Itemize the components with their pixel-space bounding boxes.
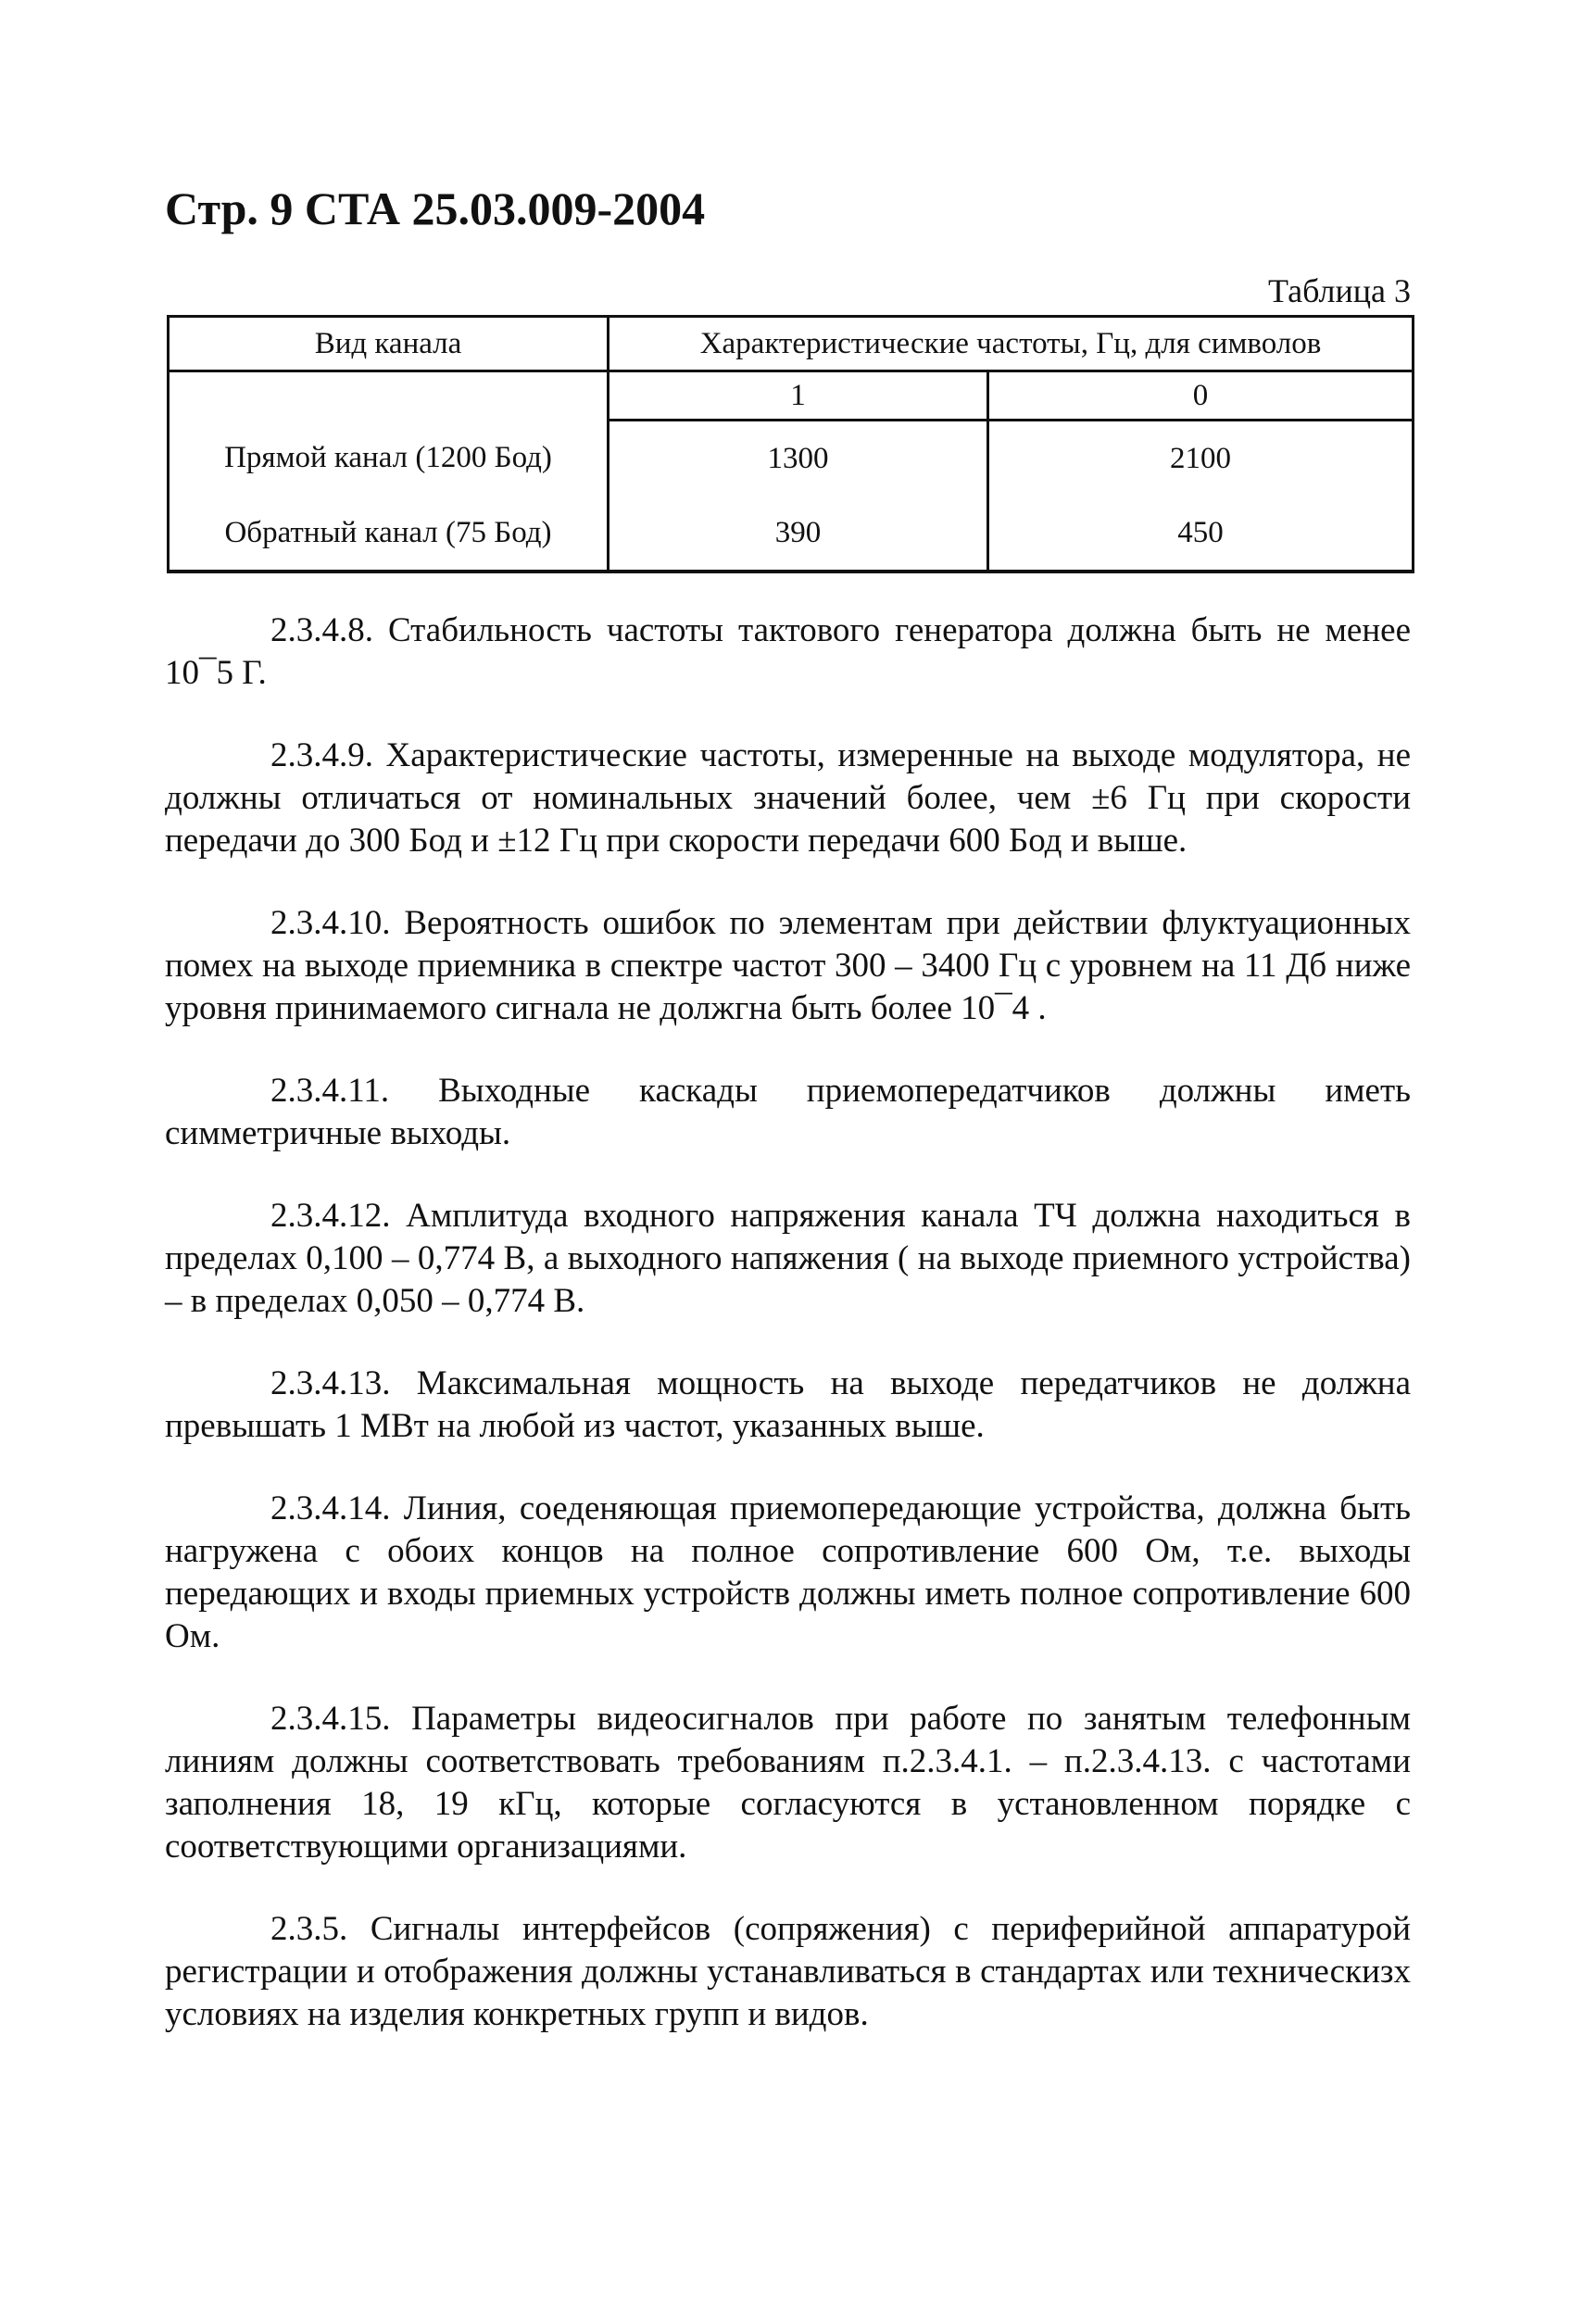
paragraph-2-3-4-8: 2.3.4.8. Стабильность частоты тактового генератора должна быть не менее 10¯5 Г. [165, 611, 1411, 692]
page-header: Стр. 9 СТА 25.03.009-2004 [165, 182, 706, 234]
table-header-channel-type: Вид канала [169, 317, 609, 371]
table-row [169, 496, 1414, 572]
table-caption: Таблица 3 [1268, 272, 1411, 309]
table-cell-freq-1: 1300 [609, 421, 988, 496]
paragraph-2-3-4-9: 2.3.4.9. Характеристические частоты, измеренные на выходе модулятора, не должны отличаться от номинальных значений более, чем ±6 Гц при скорости передачи до 300 Бод и ±12 Гц при скорости передачи 600 Бод и выше. [165, 736, 1411, 860]
table-cell-channel: Обратный канал (75 Бод) [169, 496, 609, 572]
table-header-symbol-1: 1 [609, 371, 988, 421]
paragraph-2-3-4-14: 2.3.4.14. Линия, соеденяющая приемопередающие устройства, должна быть нагружена с обоих концов на полное сопротивление 600 Ом, т.е. выходы передающих и входы приемных устройств должны иметь полное сопротивление 600 Ом. [165, 1489, 1411, 1655]
paragraph-2-3-4-11: 2.3.4.11. Выходные каскады приемопередатчиков должны иметь симметричные выходы. [165, 1072, 1411, 1152]
paragraph-2-3-5: 2.3.5. Сигналы интерфейсов (сопряжения) с периферийной аппаратурой регистрации и отображения должны устанавливаться в стандартах или техническизх условиях на изделия конкретных групп и видов. [165, 1910, 1411, 2033]
paragraph-2-3-4-10: 2.3.4.10. Вероятность ошибок по элементам при действии флуктуационных помех на выходе приемника в спектре частот 300 – 3400 Гц с уровнем на 11 Дб ниже уровня принимаемого сигнала не должгна быть более 10¯4 . [165, 904, 1411, 1027]
table-header-spacer [169, 371, 609, 421]
table-cell-freq-0: 2100 [988, 421, 1414, 496]
paragraph-2-3-4-15: 2.3.4.15. Параметры видеосигналов при работе по занятым телефонным линиям должны соответствовать требованиям п.2.3.4.1. – п.2.3.4.13. с частотами заполнения 18, 19 кГц, которые согласуются в установленном порядке с соответствующими организациями. [165, 1700, 1411, 1866]
table-header-symbol-0: 0 [988, 371, 1414, 421]
table-cell-channel: Прямой канал (1200 Бод) [169, 421, 609, 496]
table-cell-freq-1: 390 [609, 496, 988, 572]
frequency-table [167, 315, 1414, 573]
table-row [169, 421, 1414, 496]
table-header-frequencies: Характеристические частоты, Гц, для символов [609, 317, 1414, 371]
body-text [165, 609, 1411, 2076]
table-cell-freq-0: 450 [988, 496, 1414, 572]
paragraph-2-3-4-13: 2.3.4.13. Максимальная мощность на выходе передатчиков не должна превышать 1 МВт на любой из частот, указанных выше. [165, 1364, 1411, 1445]
paragraph-2-3-4-12: 2.3.4.12. Амплитуда входного напряжения канала ТЧ должна находиться в пределах 0,100 – 0,774 В, а выходного напяжения ( на выходе приемного устройства) – в пределах 0,050 – 0,774 В. [165, 1197, 1411, 1320]
